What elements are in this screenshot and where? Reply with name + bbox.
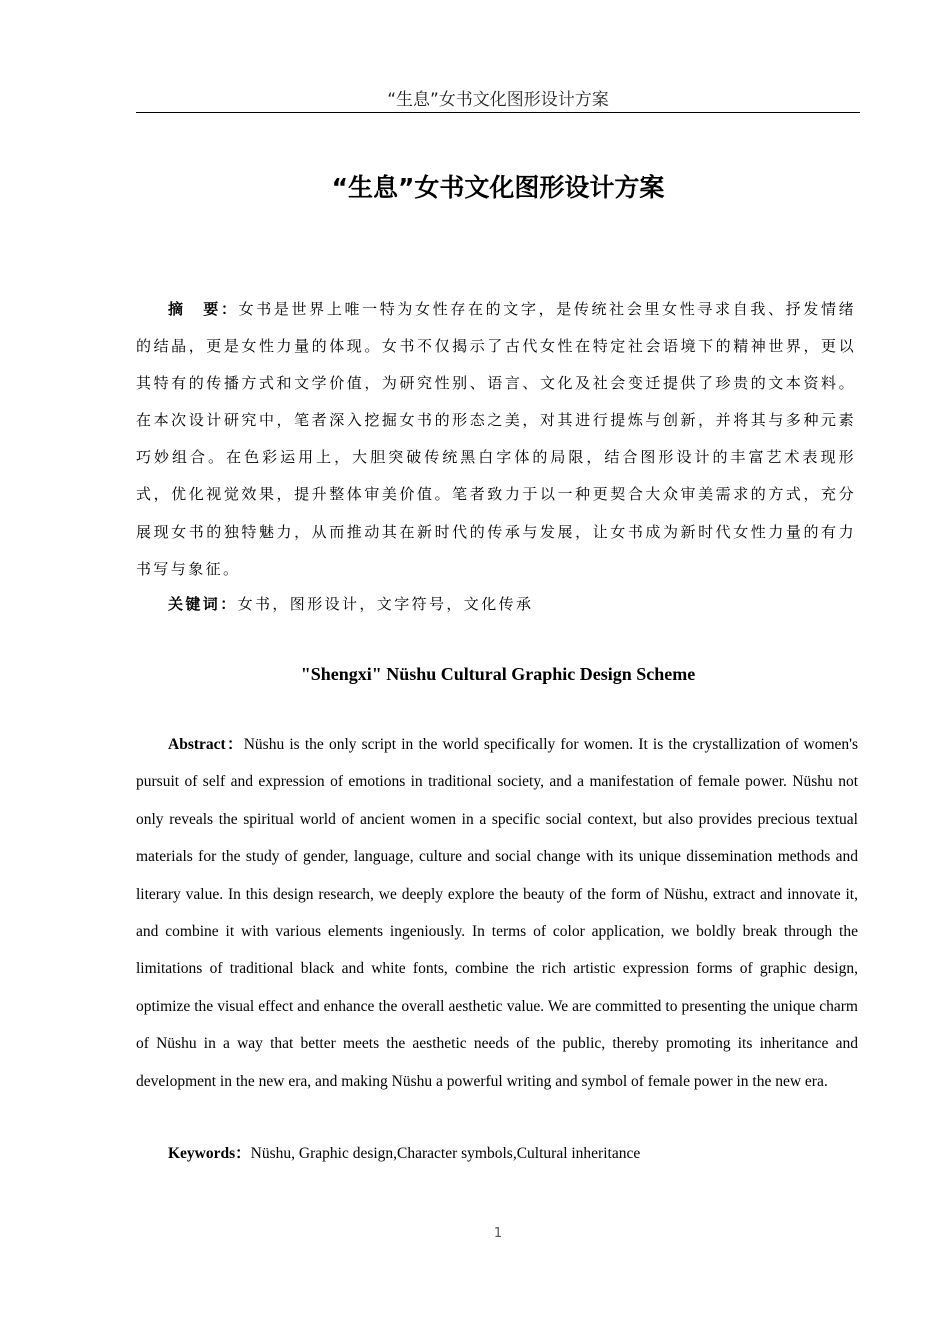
abstract-chinese-label: 摘 要：: [168, 300, 239, 318]
abstract-english-text: Nüshu is the only script in the world specifically for women. It is the crystallization of women's pursuit of self and expression of emotions in traditional society, and a manifestation of female power. Nüshu not only reveals the spiritual world of ancient women in a specific social context, but also provides precious textual materials for the study of gender, language, culture and social change with its unique dissemination methods and literary value. In this design research, we deeply explore the beauty of the form of Nüshu, extract and innovate it, and combine it with various elements ingeniously. In terms of color application, we boldly break through the limitations of traditional black and white fonts, combine the rich artistic expression forms of graphic design, optimize the visual effect and enhance the overall aesthetic value. We are committed to presenting the unique charm of Nüshu in a way that better meets the aesthetic needs of the public, thereby promoting its inheritance and development in the new era, and making Nüshu a powerful writing and symbol of female power in the new era.: [136, 736, 858, 1090]
header-rule: [136, 112, 860, 113]
keywords-english-text: Nüshu, Graphic design,Character symbols,Cultural inheritance: [250, 1145, 641, 1162]
abstract-chinese: [136, 291, 856, 588]
title-english: "Shengxi" Nüshu Cultural Graphic Design Scheme: [300, 664, 696, 684]
keywords-chinese-label: 关键词：: [168, 595, 238, 613]
abstract-english: [136, 726, 858, 1100]
title-chinese: “生息”女书文化图形设计方案: [331, 173, 665, 202]
keywords-chinese-text: 女书，图形设计，文字符号，文化传承: [237, 595, 534, 613]
abstract-chinese-text: 女书是世界上唯一特为女性存在的文字，是传统社会里女性寻求自我、抒发情绪的结晶，更是女性力量的体现。女书不仅揭示了古代女性在特定社会语境下的精神世界，更以其特有的传播方式和文学价值，为研究性别、语言、文化及社会变迁提供了珍贵的文本资料。在本次设计研究中，笔者深入挖掘女书的形态之美，对其进行提炼与创新，并将其与多种元素巧妙组合。在色彩运用上，大胆突破传统黑白字体的局限，结合图形设计的丰富艺术表现形式，优化视觉效果，提升整体审美价值。笔者致力于以一种更契合大众审美需求的方式，充分展现女书的独特魅力，从而推动其在新时代的传承与发展，让女书成为新时代女性力量的有力书写与象征。: [136, 300, 856, 578]
abstract-english-label: Abstract：: [168, 736, 244, 753]
running-header: “生息”女书文化图形设计方案: [387, 90, 609, 110]
keywords-english-label: Keywords：: [168, 1145, 251, 1162]
keywords-english: [136, 1138, 858, 1170]
keywords-chinese: [136, 588, 856, 620]
page-number: 1: [493, 1226, 503, 1241]
